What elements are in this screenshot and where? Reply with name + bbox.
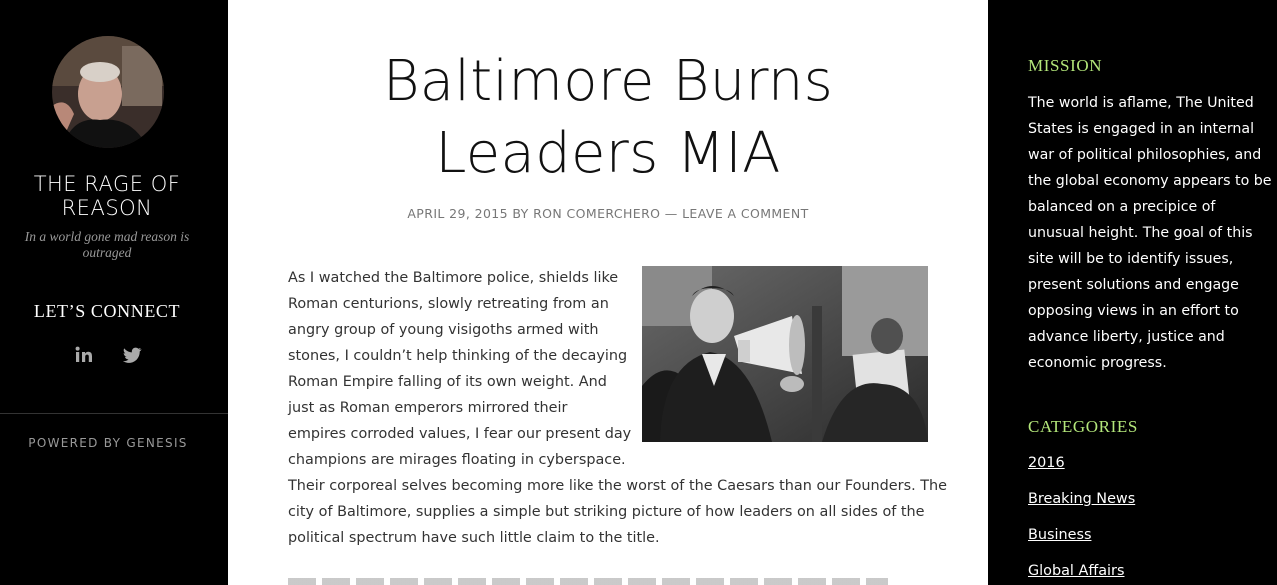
mission-heading: MISSION bbox=[1028, 56, 1103, 75]
mission-line: advance liberty, justice and bbox=[1028, 329, 1225, 345]
next-paragraph-cutoff bbox=[288, 578, 888, 585]
left-sidebar bbox=[0, 0, 228, 585]
body-line: champions are mirages floating in cyberspace. bbox=[288, 452, 626, 468]
body-line: Roman Empire falling of its own weight. And bbox=[288, 374, 607, 390]
post-body bbox=[288, 265, 947, 551]
mission-line: States is engaged in an internal bbox=[1028, 121, 1255, 137]
tagline-line: outraged bbox=[82, 245, 132, 260]
category-link-global-affairs[interactable]: Global Affairs bbox=[1028, 563, 1125, 579]
mission-line: The world is aflame, The United bbox=[1028, 95, 1254, 111]
tagline-line: In a world gone mad reason is bbox=[24, 229, 190, 244]
body-line: Their corporeal selves becoming more like the worst of the Caesars than our Founders. The bbox=[288, 478, 947, 494]
avatar[interactable] bbox=[52, 36, 164, 148]
mission-text bbox=[1028, 90, 1273, 376]
body-line: stones, I couldn’t help thinking of the decaying bbox=[288, 348, 628, 364]
mission-line: economic progress. bbox=[1028, 355, 1167, 371]
mission-line: site will be to identify issues, bbox=[1028, 251, 1234, 267]
connect-heading: LET’S CONNECT bbox=[33, 301, 181, 321]
powered-by[interactable]: POWERED BY GENESIS bbox=[28, 436, 188, 450]
post-date: APRIL 29, 2015 bbox=[407, 206, 509, 221]
mission-line: opposing views in an effort to bbox=[1028, 303, 1239, 319]
body-line: Roman centurions, slowly retreating from an bbox=[288, 296, 609, 312]
post-meta bbox=[228, 206, 988, 221]
category-link-business[interactable]: Business bbox=[1028, 527, 1092, 543]
category-link-2016[interactable]: 2016 bbox=[1028, 455, 1065, 471]
mission-line: unusual height. The goal of this bbox=[1028, 225, 1253, 241]
post-author-link[interactable]: RON COMERCHERO bbox=[533, 206, 661, 221]
right-sidebar bbox=[988, 0, 1277, 585]
main-content bbox=[228, 0, 988, 585]
categories-heading: CATEGORIES bbox=[1028, 417, 1138, 436]
author-photo bbox=[52, 36, 164, 148]
mission-line: war of political philosophies, and bbox=[1028, 147, 1262, 163]
site-title[interactable] bbox=[0, 172, 214, 220]
post-title-line: Baltimore Burns bbox=[382, 49, 834, 114]
post-title-line: Leaders MIA bbox=[435, 121, 781, 186]
body-line: angry group of young visigoths armed with bbox=[288, 322, 599, 338]
meta-separator: — bbox=[664, 206, 678, 221]
category-link-breaking-news[interactable]: Breaking News bbox=[1028, 491, 1136, 507]
body-line: As I watched the Baltimore police, shields like bbox=[288, 270, 619, 286]
body-line: political spectrum have such little claim to the title. bbox=[288, 530, 660, 546]
body-line: just as Roman emperors mirrored their bbox=[288, 400, 568, 416]
twitter-icon[interactable] bbox=[121, 344, 143, 366]
mission-line: balanced on a precipice of bbox=[1028, 199, 1216, 215]
site-title-line: REASON bbox=[61, 196, 153, 220]
body-line: empires corroded values, I fear our present day bbox=[288, 426, 632, 442]
mission-line: the global economy appears to be bbox=[1028, 173, 1272, 189]
sidebar-divider bbox=[0, 413, 228, 414]
post-title bbox=[228, 46, 988, 190]
post-by: BY bbox=[512, 206, 529, 221]
body-line: city of Baltimore, supplies a simple but striking picture of how leaders on all sides of the bbox=[288, 504, 925, 520]
linkedin-icon[interactable] bbox=[73, 344, 95, 366]
mission-line: present solutions and engage bbox=[1028, 277, 1239, 293]
site-title-line: THE RAGE OF bbox=[33, 172, 181, 196]
leave-comment-link[interactable]: LEAVE A COMMENT bbox=[682, 206, 809, 221]
site-tagline bbox=[0, 229, 214, 261]
